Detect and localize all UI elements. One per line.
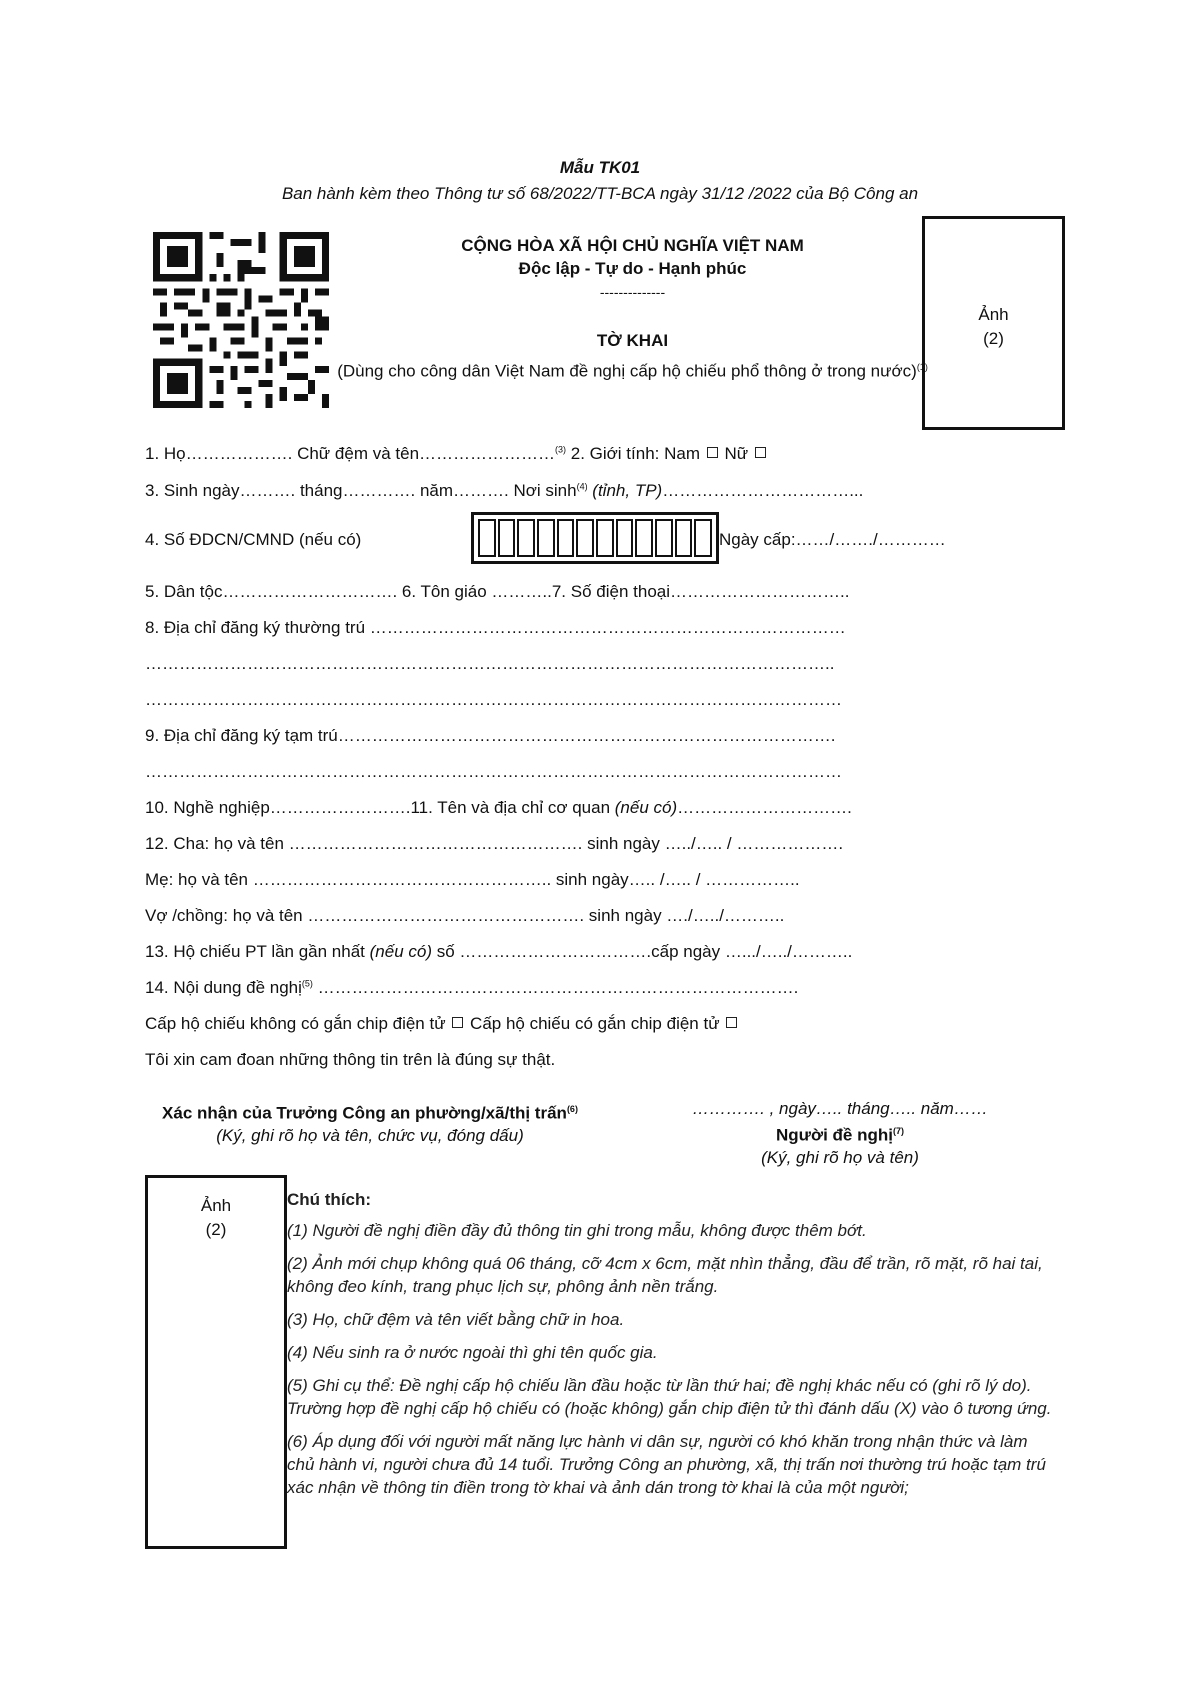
photo-note: (2) [983, 329, 1004, 348]
checkbox-male[interactable] [707, 447, 718, 458]
notes-section [287, 1188, 1057, 1509]
id-digit-box[interactable] [478, 519, 496, 557]
id-digit-box[interactable] [576, 519, 594, 557]
field-request: 14. Nội dung đề nghị [145, 978, 302, 997]
applicant-hint: (Ký, ghi rõ họ và tên) [761, 1147, 919, 1167]
applicant-title [640, 1120, 1040, 1147]
note-item: (2) Ảnh mới chụp không quá 06 tháng, cỡ 4cm x 6cm, mặt nhìn thẳng, đầu để trần, rõ mặt, rõ hai tai, không đeo kính, trang phục lịch sự, phông ảnh nền trắng. [287, 1254, 1043, 1296]
form-code: Mẫu TK01 [559, 158, 641, 177]
field-12-father[interactable]: 12. Cha: họ và tên ……………………………………………. sinh ngày …../….. / ………………. [145, 834, 844, 853]
field-occupation: 10. Nghề nghiệp…………………….11. Tên và địa chỉ cơ quan [145, 798, 615, 817]
field-9-line-2[interactable]: …………………………………………………………………………………………………………… [145, 762, 842, 781]
document-title: TỜ KHAI [596, 331, 669, 350]
checkbox-chip[interactable] [726, 1017, 737, 1028]
field-8-line-3[interactable]: …………………………………………………………………………………………………………… [145, 690, 842, 709]
field-name: 1. Họ………………. Chữ đệm và tên…………………… [145, 444, 556, 463]
note-item: (5) Ghi cụ thể: Đề nghị cấp hộ chiếu lần đầu hoặc từ lần thứ hai; đề nghị khác nếu có (ghi rõ lý do). Trường hợp đề nghị cấp hộ chiếu có (hoặc không) gắn chip điện tử thì đánh dấu (X) vào ô tương ứng. [287, 1376, 1052, 1418]
issuance-note: Ban hành kèm theo Thông tư số 68/2022/TT-BCA ngày 31/12 /2022 của Bộ Công an [281, 184, 919, 203]
checkbox-no-chip[interactable] [452, 1017, 463, 1028]
field-8[interactable]: 8. Địa chỉ đăng ký thường trú ………………………………………………………………………… [145, 618, 846, 637]
field-8-line-2[interactable]: ………………………………………………………………………………………………………….. [145, 654, 835, 673]
id-digit-box[interactable] [655, 519, 673, 557]
id-digit-box[interactable] [616, 519, 634, 557]
signature-date: …………. , ngày….. tháng….. năm…… [692, 1099, 988, 1118]
field-request-sup: (5) [301, 978, 313, 989]
field-gender-female: Nữ [719, 444, 753, 463]
id-digit-box[interactable] [517, 519, 535, 557]
field-birth-sup: (4) [576, 481, 588, 492]
nation-title: CỘNG HÒA XÃ HỘI CHỦ NGHĨA VIỆT NAM [461, 236, 804, 255]
notes-title: Chú thích: [287, 1190, 372, 1209]
field-12-mother[interactable]: Mẹ: họ và tên …………………………………………….. sinh ngày….. /….. / …………….. [145, 870, 800, 889]
field-name-sup: (3) [555, 444, 567, 455]
field-passport-hint: (nếu có) [369, 942, 432, 961]
police-confirmation-sup: (6) [566, 1104, 578, 1114]
commitment: Tôi xin cam đoan những thông tin trên là đúng sự thật. [145, 1050, 556, 1069]
id-digit-box[interactable] [557, 519, 575, 557]
applicant-title-text: Người đề nghị [776, 1125, 893, 1145]
photo-label: Ảnh [200, 1196, 232, 1215]
field-employer-hint: (nếu có) [614, 798, 678, 817]
field-13[interactable] [145, 942, 852, 962]
id-digit-box[interactable] [635, 519, 653, 557]
field-9[interactable]: 9. Địa chỉ đăng ký tạm trú……………………………………………………………………………. [145, 726, 836, 745]
note-item: (1) Người đề nghị điền đầy đủ thông tin ghi trong mẫu, không được thêm bớt. [287, 1221, 867, 1240]
id-number-boxes[interactable] [471, 512, 719, 564]
photo-box-confirmation[interactable] [145, 1175, 287, 1549]
checkbox-female[interactable] [755, 447, 766, 458]
note-item: (3) Họ, chữ đệm và tên viết bằng chữ in hoa. [287, 1310, 625, 1329]
photo-label: Ảnh [978, 305, 1009, 324]
note-item: (6) Áp dụng đối với người mất năng lực hành vi dân sự, người có khó khăn trong nhận thức và làm chủ hành vi, người chưa đủ 14 tuổi. Trưởng Công an phường, xã, thị trấn nơi thường trú hoặc tạm trú xác nhận về thông tin điền trong tờ khai và ảnh dán trong tờ khai là của một người; [287, 1432, 1046, 1497]
id-digit-box[interactable] [694, 519, 712, 557]
police-confirmation-hint: (Ký, ghi rõ họ và tên, chức vụ, đóng dấu) [216, 1125, 524, 1145]
field-birth-fill: ……………………………... [662, 481, 864, 500]
field-4-date[interactable]: Ngày cấp:……/……./………… [719, 530, 946, 549]
field-birth: 3. Sinh ngày………. tháng…………. năm………. Nơi sinh [145, 481, 577, 500]
chip-yes-label: Cấp hộ chiếu có gắn chip điện tử [465, 1014, 725, 1033]
field-gender: 2. Giới tính: Nam [566, 444, 705, 463]
id-digit-box[interactable] [675, 519, 693, 557]
police-confirmation-title-text: Xác nhận của Trưởng Công an phường/xã/thị trấn [162, 1103, 567, 1123]
field-10-11[interactable] [145, 798, 852, 818]
document-subtitle [335, 356, 930, 383]
subtitle-sup: (1) [916, 362, 928, 372]
field-14[interactable] [145, 978, 798, 998]
field-12-spouse[interactable]: Vợ /chồng: họ và tên …………………………………………. sinh ngày …./…../……….. [145, 906, 785, 925]
field-request-fill: …………………………………………………………………………. [312, 978, 799, 997]
applicant-signature [640, 1098, 1040, 1169]
id-digit-box[interactable] [498, 519, 516, 557]
chip-options[interactable] [145, 1014, 739, 1034]
field-birth-hint: (tỉnh, TP) [587, 481, 663, 500]
header-divider: -------------- [599, 284, 666, 300]
police-confirmation [160, 1098, 580, 1147]
field-passport: 13. Hộ chiếu PT lần gần nhất [145, 942, 370, 961]
id-digit-box[interactable] [596, 519, 614, 557]
field-4-label: 4. Số ĐDCN/CMND (nếu có) [145, 530, 362, 549]
field-5-7[interactable]: 5. Dân tộc…………………………. 6. Tôn giáo ………..7. Số điện thoại………………………….. [145, 582, 850, 601]
field-employer-fill: …………………………. [677, 798, 852, 817]
qr-code-icon [153, 232, 329, 408]
id-digit-box[interactable] [537, 519, 555, 557]
field-1-2[interactable] [145, 444, 768, 464]
field-passport-fill: số …………………………….cấp ngày ….../…../……….. [432, 942, 853, 961]
photo-note: (2) [205, 1220, 227, 1239]
field-3[interactable] [145, 481, 863, 501]
applicant-title-sup: (7) [892, 1126, 904, 1136]
note-item: (4) Nếu sinh ra ở nước ngoài thì ghi tên quốc gia. [287, 1343, 658, 1362]
chip-no-label: Cấp hộ chiếu không có gắn chip điện tử [145, 1014, 451, 1033]
subtitle-text: (Dùng cho công dân Việt Nam đề nghị cấp hộ chiếu phổ thông ở trong nước) [337, 361, 917, 381]
national-motto: Độc lập - Tự do - Hạnh phúc [518, 259, 747, 278]
photo-box[interactable] [922, 216, 1065, 430]
police-confirmation-title [160, 1098, 580, 1125]
